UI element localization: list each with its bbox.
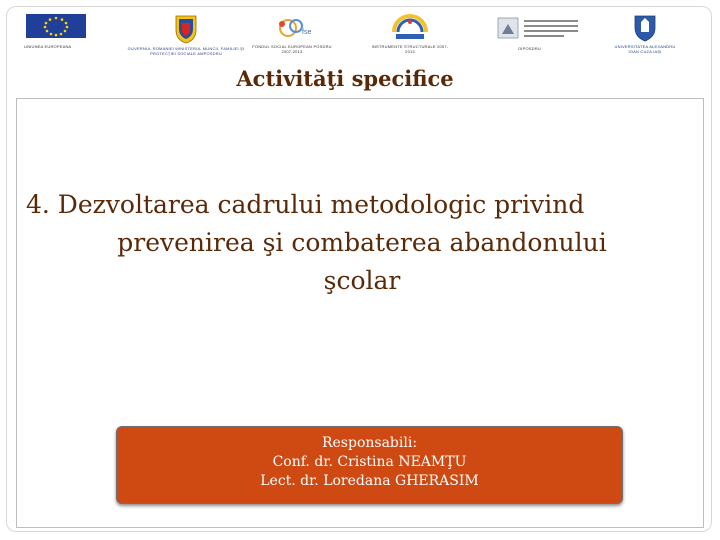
- ministerul-educatiei-icon: [496, 14, 586, 44]
- heading-line-2: prevenirea şi combaterea abandonului: [117, 228, 607, 257]
- university-crest-icon: [610, 14, 680, 42]
- responsible-person-2: Lect. dr. Loredana GHERASIM: [260, 473, 479, 489]
- logo-caption: OIPOSDRU: [518, 46, 541, 51]
- university-logo: [610, 14, 680, 54]
- instrumente-structurale-icon: [376, 14, 446, 42]
- logo-caption: INSTRUMENTE STRUCTURALE 2007-2013: [371, 44, 449, 54]
- responsible-person-1: Conf. dr. Cristina NEAMŢU: [272, 454, 467, 470]
- responsibles-box: [116, 426, 623, 504]
- heading-line-1: 4. Dezvoltarea cadrului metodologic privind: [26, 190, 585, 219]
- logo-bar: [0, 14, 720, 68]
- romania-logo: [127, 14, 245, 56]
- logo-caption: UNIUNEA EUROPEANA: [24, 44, 72, 49]
- fse-logo: [252, 14, 332, 54]
- responsibles-label: Responsabili:: [321, 435, 418, 451]
- slide-title: Activităţi specifice: [236, 66, 454, 91]
- eu-logo: [24, 14, 86, 49]
- ministerul-educatiei-logo: [496, 14, 586, 51]
- svg-text:fse: fse: [302, 29, 312, 36]
- instrumente-structurale-logo: [371, 14, 449, 54]
- fse-logo-icon: [258, 14, 328, 42]
- section-heading: [26, 186, 698, 300]
- logo-caption: FONDUL SOCIAL EUROPEAN POSDRU 2007-2013: [252, 44, 332, 54]
- romania-coat-of-arms-icon: [146, 14, 226, 44]
- heading-line-3: şcolar: [323, 266, 401, 295]
- logo-caption: UNIVERSITATEA ALEXANDRU IOAN CUZA IAŞI: [614, 44, 676, 54]
- logo-caption: GUVERNUL ROMANIEI MINISTERUL MUNCII, FAMILIEI ŞI PROTECŢIEI SOCIALE AMPOSDRU: [127, 46, 245, 56]
- eu-flag-icon: [26, 14, 86, 38]
